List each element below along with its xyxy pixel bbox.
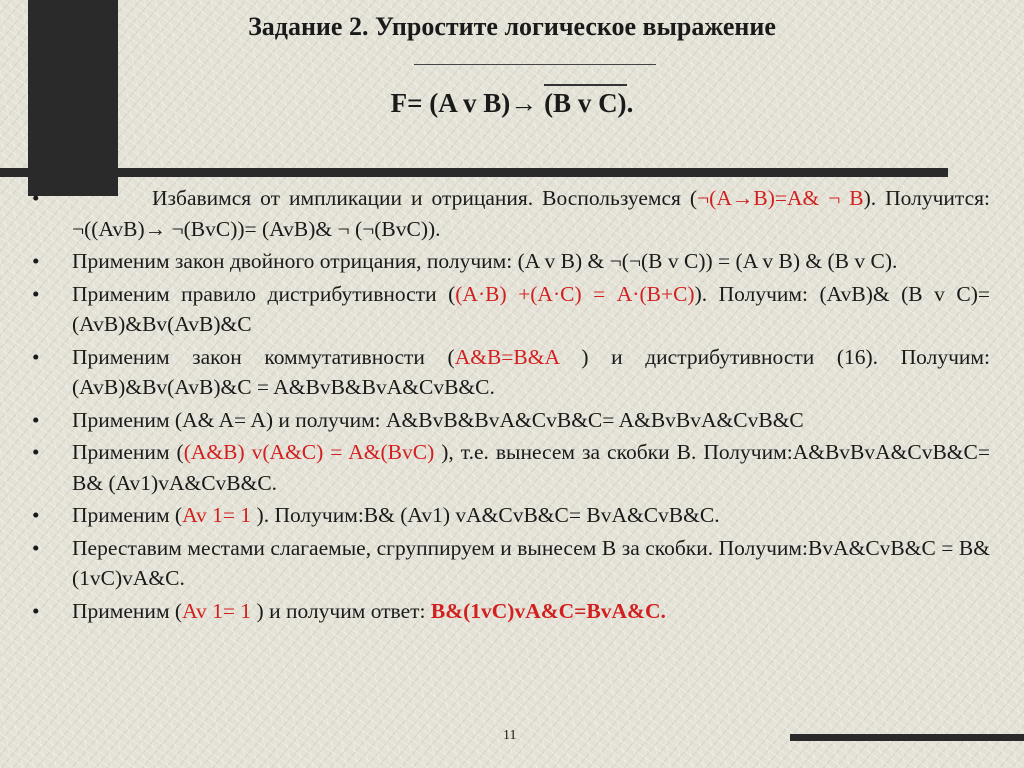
step-text: ). Получим:B& (Av1) vA&CvB&C= BvA&CvB&C. — [251, 503, 720, 528]
rule-highlight: ¬(A→B)=A& ¬ B — [697, 186, 864, 210]
solution-step — [32, 183, 990, 244]
solution-step — [32, 437, 990, 498]
slide-title: Задание 2. Упростите логическое выражение — [248, 12, 776, 41]
formula-rhs-overlined: (B v C) — [544, 84, 627, 118]
rule-highlight: (A·B) +(A·C) = A·(B+C) — [455, 281, 695, 306]
solution-step — [32, 500, 990, 531]
step-text: Применим закон двойного отрицания, получим: (A v B) & ¬(¬(B v C)) = (A v B) & (B v C). — [72, 249, 898, 274]
solution-step — [32, 246, 990, 277]
rule-highlight: Av 1= 1 — [182, 503, 252, 528]
solution-step — [32, 596, 990, 627]
final-answer: B&(1vC)vA&C=BvA&C. — [430, 598, 666, 623]
formula-lhs: F= (A v B)→ — [390, 88, 545, 118]
solution-steps-list — [32, 183, 990, 628]
step-text: Применим закон коммутативности ( — [72, 344, 455, 369]
step-text: Применим (A& A= A) и получим: A&BvB&BvA&CvB&C= A&BvBvA&CvB&C — [72, 407, 804, 432]
solution-step — [32, 405, 990, 436]
formula — [0, 88, 1024, 119]
page-number: 11 — [503, 728, 517, 743]
step-text: Применим ( — [72, 503, 183, 528]
rule-highlight: Av 1= 1 — [182, 598, 252, 623]
formula-tail: . — [626, 88, 634, 118]
step-text: ). Получим: (AvB)& (B v C)= (AvB)&Bv(AvB)&C — [72, 281, 991, 337]
step-text: Применим ( — [72, 440, 184, 465]
decorative-bottom-bar — [790, 734, 1024, 741]
title-underline — [414, 64, 656, 65]
step-text: Применим правило дистрибутивности ( — [72, 281, 456, 306]
solution-step — [32, 279, 990, 340]
decorative-horizontal-bar — [0, 168, 948, 177]
step-text: ) и получим ответ: — [251, 598, 431, 623]
step-text: ), т.е. вынесем за скобки B. Получим:A&BvBvA&CvB&C= B& (Av1)vA&CvB&C. — [72, 440, 990, 495]
rule-highlight: (A&B) v(A&C) = A&(BvC) — [183, 440, 435, 465]
step-text: Избавимся от импликации и отрицания. Воспользуемся ( — [152, 186, 698, 210]
step-text: ) и дистрибутивности (16). Получим: (AvB)&Bv(AvB)&C = A&BvB&BvA&CvB&C. — [72, 344, 990, 400]
step-text: Применим ( — [72, 598, 183, 623]
solution-step — [32, 342, 990, 403]
step-text: ). Получится: ¬((AvB)→ ¬(BvC))= (AvB)& ¬ (¬(BvC)). — [72, 186, 990, 241]
rule-highlight: A&B=B&A — [454, 344, 559, 369]
step-text: Переставим местами слагаемые, сгруппируем и вынесем B за скобки. Получим:BvA&CvB&C = B& (1vC)vA&C. — [72, 535, 990, 591]
solution-step — [32, 533, 990, 594]
